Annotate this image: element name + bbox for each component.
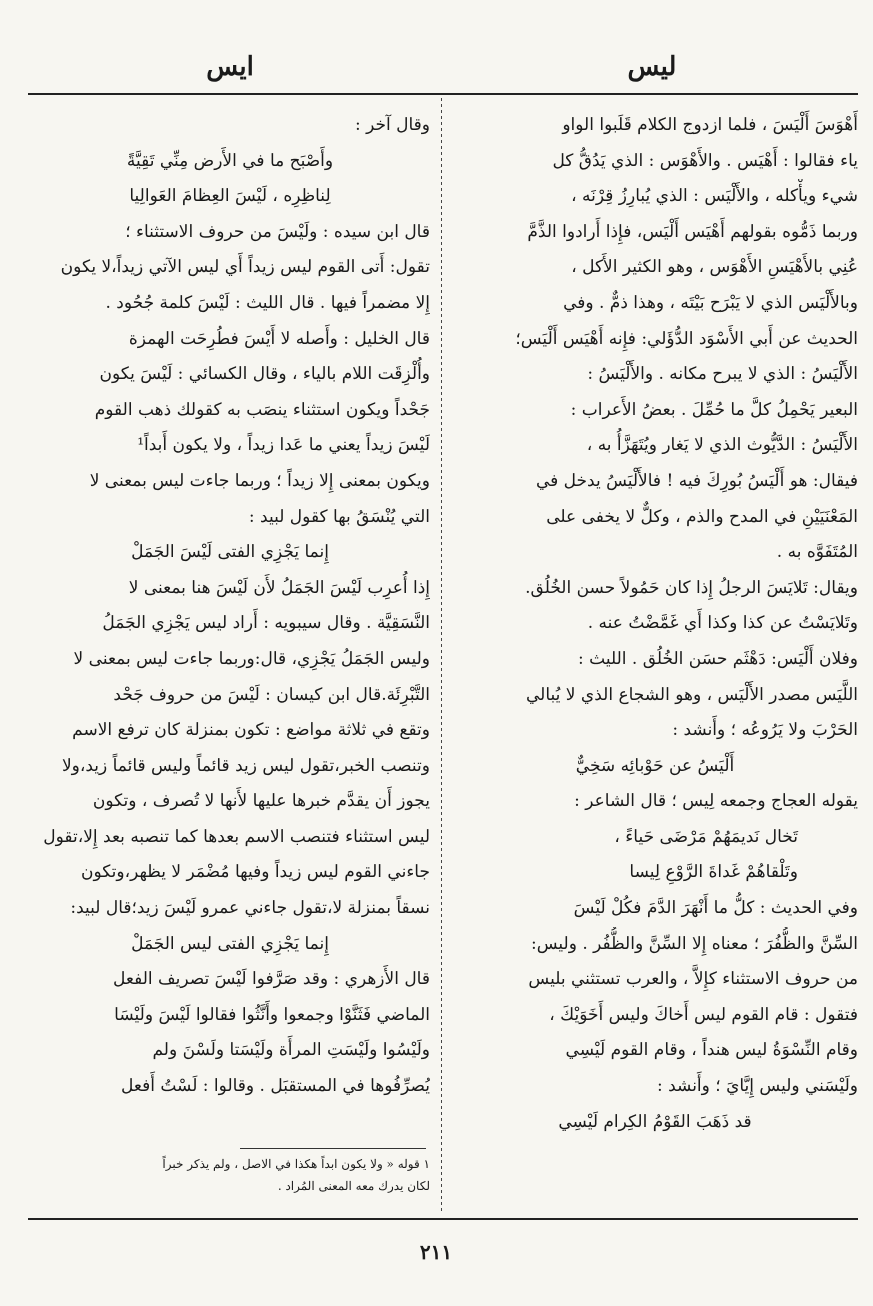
text-line: من حروف الاستثناء كإِلاَّ ، والعرب تستثني بليس	[528, 969, 858, 990]
text-line: يقوله العجاج وجمعه لِيس ؛ قال الشاعر :	[574, 791, 858, 812]
column-divider	[441, 98, 442, 1213]
text-line: فيقال: هو أَلْيَسُ بُورِكَ فيه ! فالأَلْيَسُ يدخل في	[535, 470, 858, 491]
text-line: وأُلْزِقَت اللام بالياء ، وقال الكسائي : لَيْسَ يكون	[99, 364, 430, 385]
page-number: ٢١١	[419, 1240, 453, 1264]
footnote-line: ١ قوله « ولا يكون ابداً هكذا في الاصل ، ولم يذكر خبراً	[162, 1157, 430, 1171]
text-line: تقول: أَتى القوم ليس زيداً أَي ليس الآتي زيداً،لا يكون	[60, 257, 430, 278]
text-line: المَعْنَيَيْنِ في المدح والذم ، وكلٌّ لا يخفى على	[546, 506, 858, 527]
text-line: الأَلْيَسُ : الدَّيُّوث الذي لا يَغار ويُتَهَزَّأُ به ،	[586, 435, 858, 456]
text-line: شيء ويأْكله ، والأَلْيَس : الذي يُبارِزُ قِرْنَه ،	[571, 186, 858, 207]
text-line: ليس استثناء فتنصب الاسم بعدها كما تنصبه بعد إِلا،تقول	[43, 826, 430, 847]
verse-line: إِنما يَجْزِي الفتى ليس الجَمَلْ	[131, 933, 329, 954]
verse-line: أَلْيَسُ عن حَوْبائِه سَخِيٌّ	[575, 755, 735, 776]
text-line: البعير يَحْمِلُ كلَّ ما حُمِّلَ . بعضُ الأَعراب :	[570, 399, 858, 420]
text-line: إِذا أُعرِب لَيْسَ الجَمَلُ لأَن لَيْسَ هنا بمعنى لا	[128, 577, 430, 598]
text-line: لَيْسَ زيداً يعني ما عَدا زيداً ، ولا يكون أَبداً¹	[137, 435, 430, 456]
text-line: إِلا مضمراً فيها . قال الليث : لَيْسَ كلمة جُحُود .	[105, 292, 430, 313]
footnote	[30, 1153, 430, 1197]
text-line: التَّبْرِئَة.قال ابن كيسان : لَيْسَ من حروف جَحْد	[113, 684, 430, 705]
text-line: وربما ذَمُّوه بقولهم أَهْيَس أَلْيَس، فإِذا أَرادوا الذَّمَّ	[527, 221, 858, 242]
text-line: وفلان أَلْيَس: دَهْثَم حسَن الخُلُق . الليث :	[578, 648, 858, 669]
bottom-divider	[28, 1218, 858, 1220]
text-line: وقال آخر :	[354, 115, 430, 135]
right-header-title: ليس	[627, 52, 677, 82]
text-line: أَهْوَسَ أَلْيَسَ ، فلما ازدوج الكلام قَلَبوا الواو	[562, 115, 858, 135]
text-line: وبالأَلْيَس الذي لا يَبْرَح بَيْتَه ، وهذا ذمٌّ . وفي	[563, 292, 858, 313]
text-line: وتقع في ثلاثة مواضع : تكون بمنزلة كان ترفع الاسم	[72, 720, 430, 741]
text-line: ويقال: تَلايَسَ الرجلُ إِذا كان حَمُولاً حسن الخُلُق.	[525, 577, 858, 598]
text-line: فتقول : قام القوم ليس أَخاكَ وليس أَخَوَيْكَ ،	[549, 1004, 858, 1025]
top-divider	[28, 93, 858, 95]
text-line: النَّسَقِيَّة . وقال سيبويه : أَراد ليس يَجْزِي الجَمَلُ	[102, 613, 430, 634]
text-line: الأَلْيَسُ : الذي لا يبرح مكانه . والأَلْيَسُ :	[587, 364, 858, 385]
verse-line: قد ذَهَبَ القَوْمُ الكِرام لَيْسِي	[558, 1111, 752, 1132]
text-line: وتَلايَسْتُ عن كذا وكذا أَي غَمَّضْتُ عنه .	[587, 613, 858, 634]
text-line: قال الخليل : وأَصله لا أَيْسَ فطُرِحَت الهمزة	[128, 328, 430, 349]
text-line: قال الأَزهري : وقد صَرَّفوا لَيْسَ تصريف الفعل	[113, 969, 430, 990]
text-line: جَحْداً ويكون استثناء ينصَب به كقولك ذهب القوم	[94, 399, 430, 420]
text-line: وليس الجَمَلُ يَجْزِي، قال:وربما جاءت ليس بمعنى لا	[73, 648, 430, 669]
text-line: الحديث عن أَبي الأَسْوَد الدُّؤَلي: فإِنه أَهْيَس أَلْيَس؛	[515, 328, 858, 349]
text-line: السِّنَّ والظُّفُرَ ؛ معناه إِلا السِّنَّ والظُّفُر . وليس:	[531, 933, 858, 954]
text-line: وقام النِّسْوَةُ ليس هنداً ، وقام القوم لَيْسِي	[565, 1040, 858, 1061]
text-line: ولَيْسُوا ولَيْسَتِ المرأَة ولَيْسَتا ولَسْنَ ولم	[152, 1040, 430, 1061]
left-header-title: ايس	[206, 52, 254, 82]
text-line: ويكون بمعنى إِلا زيداً ؛ وربما جاءت ليس بمعنى لا	[89, 470, 430, 491]
text-line: عُنِي بالأَهْيَسِ الأَهْوَس ، وهو الكثير الأَكل ،	[571, 257, 858, 278]
text-line: الماضي فَثَنَّوْا وجمعوا وأَنَّثُوا فقالوا لَيْسَ ولَيْسَا	[114, 1004, 430, 1025]
text-line: يجوز أَن يقدَّم خبرها عليها لأَنها لا تُصرف ، وتكون	[92, 791, 430, 812]
text-line: وتنصب الخبر،تقول ليس زيد قائماً وليس قائماً زيد،ولا	[61, 755, 430, 776]
right-column	[452, 108, 858, 1140]
text-line: نسقاً بمنزلة لا،تقول جاءني عمرو لَيْسَ زيد؛قال لبيد:	[70, 898, 430, 919]
verse-line: لِناظِرِه ، لَيْسَ العِظامَ العَوالِيا	[129, 186, 331, 207]
text-line: يُصرِّفُوها في المستقبَل . وقالوا : لَسْتُ أَفعل	[121, 1076, 430, 1097]
footnote-line: لكان يدرك معه المعنى المُراد .	[277, 1179, 430, 1193]
text-line: جاءني القوم ليس زيداً وفيها مُضْمَر لا يظهر،وتكون	[81, 862, 430, 883]
text-line: وفي الحديث : كلُّ ما أَنْهَرَ الدَّمَ فكُلْ لَيْسَ	[573, 898, 858, 919]
text-line: اللَّيَس مصدر الأَلْيَس ، وهو الشجاع الذي لا يُبالي	[526, 684, 858, 705]
text-line: قال ابن سيده : ولَيْسَ من حروف الاستثناء ؛	[125, 221, 430, 242]
text-line: ياء فقالوا : أَهْيَس . والأَهْوَس : الذي يَدُقُّ كل	[552, 150, 858, 171]
footnote-divider	[240, 1148, 426, 1149]
text-line: ولَيْسَني وليس إِيَّايَ ؛ وأَنشد :	[656, 1076, 858, 1097]
verse-line: وأَصْبَح ما في الأَرض مِنِّي تَقِيَّةً	[126, 150, 334, 171]
text-line: التي يُنْسَقُ بها كقول لبيد :	[248, 506, 430, 527]
verse-line: وتَلْقاهُمْ غَداةَ الرَّوْعِ لِيسا	[629, 862, 798, 883]
text-line: المُتَفَوَّه به .	[776, 542, 858, 563]
left-column	[30, 108, 430, 1105]
verse-line: إِنما يَجْزِي الفتى لَيْسَ الجَمَلْ	[131, 542, 329, 563]
text-line: الحَرْبَ ولا يَرُوعُه ؛ وأَنشد :	[672, 720, 858, 741]
verse-line: تَخال نَديمَهُمْ مَرْضَى حَياءً ،	[614, 826, 798, 847]
